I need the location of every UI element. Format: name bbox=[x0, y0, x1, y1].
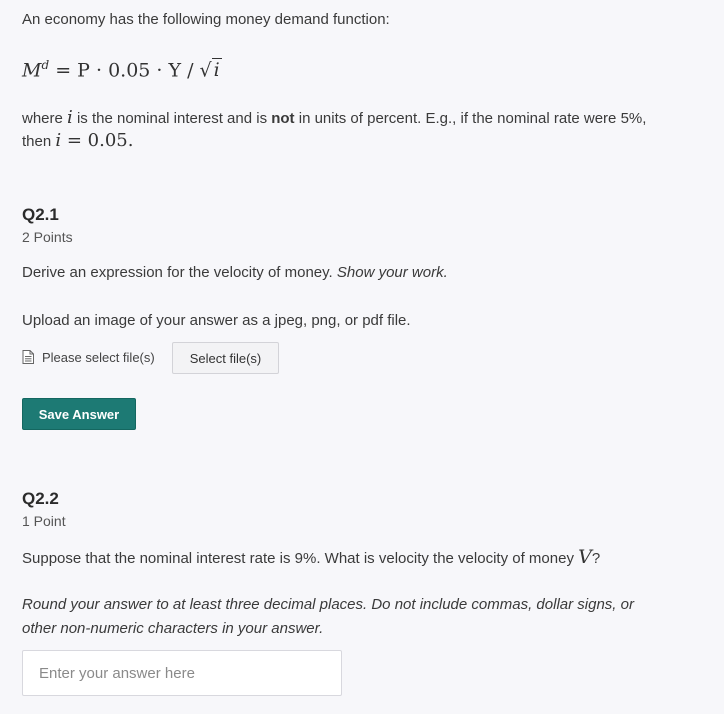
q22-prompt-end: ? bbox=[591, 550, 601, 567]
q21-title: Q2.1 bbox=[22, 205, 59, 224]
formula-rhs: = P · 0.05 · Y / bbox=[55, 59, 200, 82]
where-bold: not bbox=[271, 110, 295, 127]
var-v: V bbox=[578, 546, 592, 568]
q21-prompt-text: Derive an expression for the velocity of money. bbox=[22, 264, 337, 281]
q22-instruction-line2: other non-numeric characters in your answer. bbox=[22, 620, 324, 637]
intro-text: An economy has the following money demand function: bbox=[22, 11, 390, 28]
document-icon bbox=[22, 350, 34, 364]
q22-points: 1 Point bbox=[22, 513, 66, 529]
formula-sqrt-arg: i bbox=[213, 59, 220, 82]
file-status bbox=[22, 346, 155, 368]
file-status-label: Please select file(s) bbox=[42, 349, 155, 365]
save-answer-button[interactable]: Save Answer bbox=[22, 398, 136, 430]
formula-lhs: M bbox=[22, 59, 42, 82]
upload-instruction: Upload an image of your answer as a jpeg, png, or pdf file. bbox=[22, 312, 411, 329]
sqrt-symbol: √ bbox=[199, 59, 212, 82]
select-files-button[interactable]: Select file(s) bbox=[172, 342, 279, 374]
example-value: = 0.05. bbox=[61, 130, 134, 151]
var-i-example: i bbox=[55, 130, 62, 151]
intro-explanation bbox=[22, 107, 702, 130]
q22-title: Q2.2 bbox=[22, 489, 59, 508]
where-suffix: in units of percent. E.g., if the nominal rate were 5%, bbox=[294, 110, 647, 127]
money-demand-formula bbox=[22, 52, 222, 83]
q22-instruction-line1: Round your answer to at least three decimal places. Do not include commas, dollar signs, or bbox=[22, 596, 634, 613]
q22-prompt-text: Suppose that the nominal interest rate is 9%. What is velocity the velocity of money bbox=[22, 550, 579, 567]
var-i: i bbox=[67, 107, 73, 128]
q22-prompt bbox=[22, 546, 600, 570]
q21-prompt-emphasis: Show your work. bbox=[336, 264, 448, 281]
q21-points: 2 Points bbox=[22, 229, 73, 245]
q21-prompt bbox=[22, 262, 448, 284]
where-prefix: where bbox=[22, 110, 68, 127]
intro-example bbox=[22, 130, 133, 153]
answer-input[interactable] bbox=[22, 650, 342, 696]
where-mid: is the nominal interest and is bbox=[72, 110, 272, 127]
then-prefix: then bbox=[22, 133, 56, 150]
formula-superscript: d bbox=[41, 58, 50, 72]
